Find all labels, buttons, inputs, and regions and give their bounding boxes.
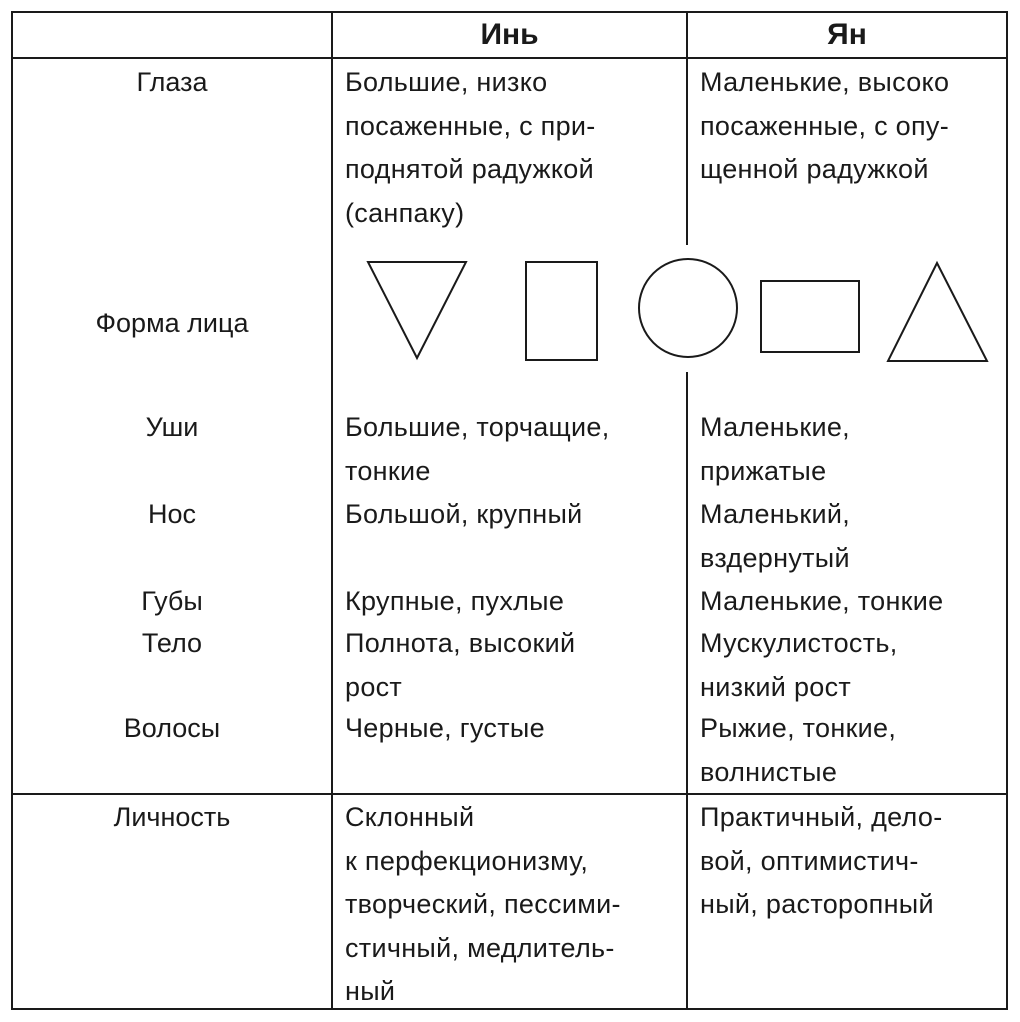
row-label-ears: Уши [145,412,199,442]
ears-yin: Большие, торчащие, тонкие [345,412,610,486]
row-label-body: Тело [141,628,203,658]
nose-yang: Маленький, вздернутый [700,499,851,573]
lips-yin: Крупные, пухлые [345,586,565,616]
row-label-eyes: Глаза [136,67,208,97]
face-shapes [355,250,995,370]
inverted-triangle-shape [368,262,466,358]
triangle-shape [888,263,987,361]
hair-yang: Рыжие, тонкие, волнистые [700,713,897,787]
nose-yin: Большой, крупный [345,499,583,529]
personality-yang: Практичный, дело- вой, оптимистич- ный, расторопный [700,802,943,919]
body-yang: Мускулистость, низкий рост [700,628,898,702]
tall-rectangle-shape [526,262,597,360]
personality-yin: Склонный к перфекционизму, творческий, пессими- стичный, медлитель- ный [345,802,621,1006]
circle-shape [639,259,737,357]
header-divider [11,57,1008,59]
header-yin: Инь [480,18,539,51]
lips-yang: Маленькие, тонкие [700,586,944,616]
hair-yin: Черные, густые [345,713,545,743]
header-yang: Ян [827,18,867,51]
row-label-hair: Волосы [123,713,221,743]
row-label-personality: Личность [113,802,231,832]
row-label-lips: Губы [141,586,203,616]
wide-rectangle-shape [761,281,859,352]
yin-yang-divider-bottom [686,372,688,1010]
body-yin: Полнота, высокий рост [345,628,576,702]
row-label-nose: Нос [147,499,196,529]
row-label-face-shape: Форма лица [95,308,249,338]
eyes-yin: Большие, низко посаженные, с при- поднятой радужкой (санпаку) [345,67,596,228]
eyes-yang: Маленькие, высоко посаженные, с опу- щенной радужкой [700,67,950,184]
ears-yang: Маленькие, прижатые [700,412,850,486]
